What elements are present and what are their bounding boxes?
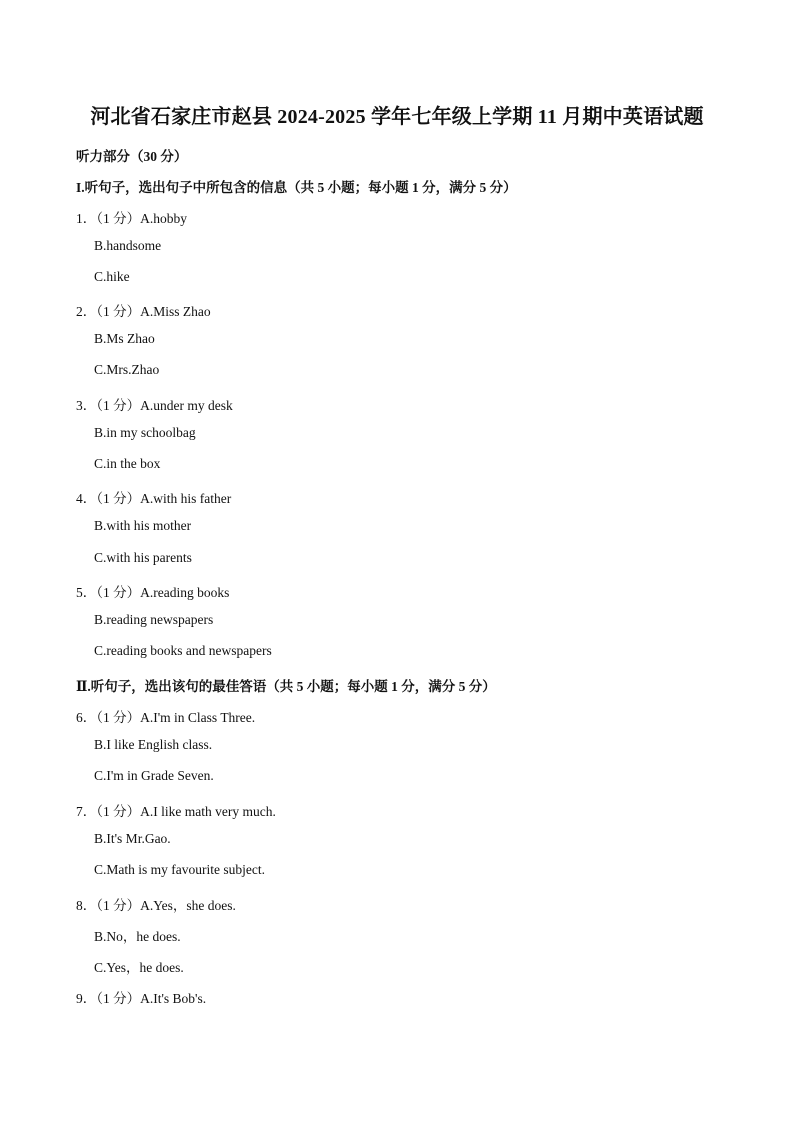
part-heading: 听力部分（30 分）: [76, 149, 188, 164]
question-number: 1．: [76, 211, 97, 226]
option-c: C.hike: [94, 269, 130, 284]
section-heading-1: I.听句子，选出句子中所包含的信息（共 5 小题；每小题 1 分，满分 5 分）: [76, 180, 517, 195]
option-c: C.Yes，he does.: [94, 960, 184, 975]
question-score: （1 分）: [96, 991, 141, 1006]
option-b: B.with his mother: [94, 518, 192, 533]
question-number: 2．: [76, 304, 97, 319]
option-a: A.reading books: [140, 585, 230, 600]
option-a: A.with his father: [140, 491, 232, 506]
question-8: [76, 894, 236, 914]
question-number: 4．: [76, 491, 97, 506]
question-2: [76, 300, 211, 320]
option-a: A.I like math very much.: [140, 804, 276, 819]
option-c: C.I'm in Grade Seven.: [94, 768, 214, 783]
question-number: 8．: [76, 898, 97, 913]
option-b: B.reading newspapers: [94, 612, 214, 627]
question-score: （1 分）: [96, 585, 141, 600]
option-c: C.with his parents: [94, 550, 192, 565]
question-score: （1 分）: [96, 898, 141, 913]
question-6: [76, 706, 255, 726]
question-score: （1 分）: [96, 491, 141, 506]
question-score: （1 分）: [96, 304, 141, 319]
option-a: A.hobby: [140, 211, 187, 226]
page-title: 河北省石家庄市赵县 2024-2025 学年七年级上学期 11 月期中英语试题: [90, 106, 704, 128]
option-a: A.I'm in Class Three.: [140, 710, 256, 725]
option-b: B.No，he does.: [94, 929, 181, 944]
option-b: B.I like English class.: [94, 737, 213, 752]
option-a: A.It's Bob's.: [140, 991, 207, 1006]
question-score: （1 分）: [96, 804, 141, 819]
question-5: [76, 581, 229, 601]
question-number: 5．: [76, 585, 97, 600]
option-c: C.Mrs.Zhao: [94, 362, 160, 377]
question-number: 3．: [76, 398, 97, 413]
option-b: B.in my schoolbag: [94, 425, 196, 440]
question-1: [76, 207, 187, 227]
option-a: A.under my desk: [140, 398, 233, 413]
option-c: C.Math is my favourite subject.: [94, 862, 265, 877]
option-c: C.in the box: [94, 456, 161, 471]
question-score: （1 分）: [96, 398, 141, 413]
question-number: 7．: [76, 804, 97, 819]
option-a: A.Miss Zhao: [140, 304, 211, 319]
option-b: B.It's Mr.Gao.: [94, 831, 171, 846]
question-4: [76, 487, 231, 507]
option-b: B.handsome: [94, 238, 162, 253]
question-3: [76, 394, 233, 414]
option-c: C.reading books and newspapers: [94, 643, 272, 658]
option-a: A.Yes，she does.: [140, 898, 236, 913]
question-7: [76, 800, 276, 820]
question-score: （1 分）: [96, 211, 141, 226]
question-number: 6．: [76, 710, 97, 725]
question-9: [76, 987, 206, 1007]
option-b: B.Ms Zhao: [94, 331, 155, 346]
question-score: （1 分）: [96, 710, 141, 725]
section-heading-2: Ⅱ.听句子，选出该句的最佳答语（共 5 小题；每小题 1 分，满分 5 分）: [76, 679, 496, 694]
question-number: 9．: [76, 991, 97, 1006]
